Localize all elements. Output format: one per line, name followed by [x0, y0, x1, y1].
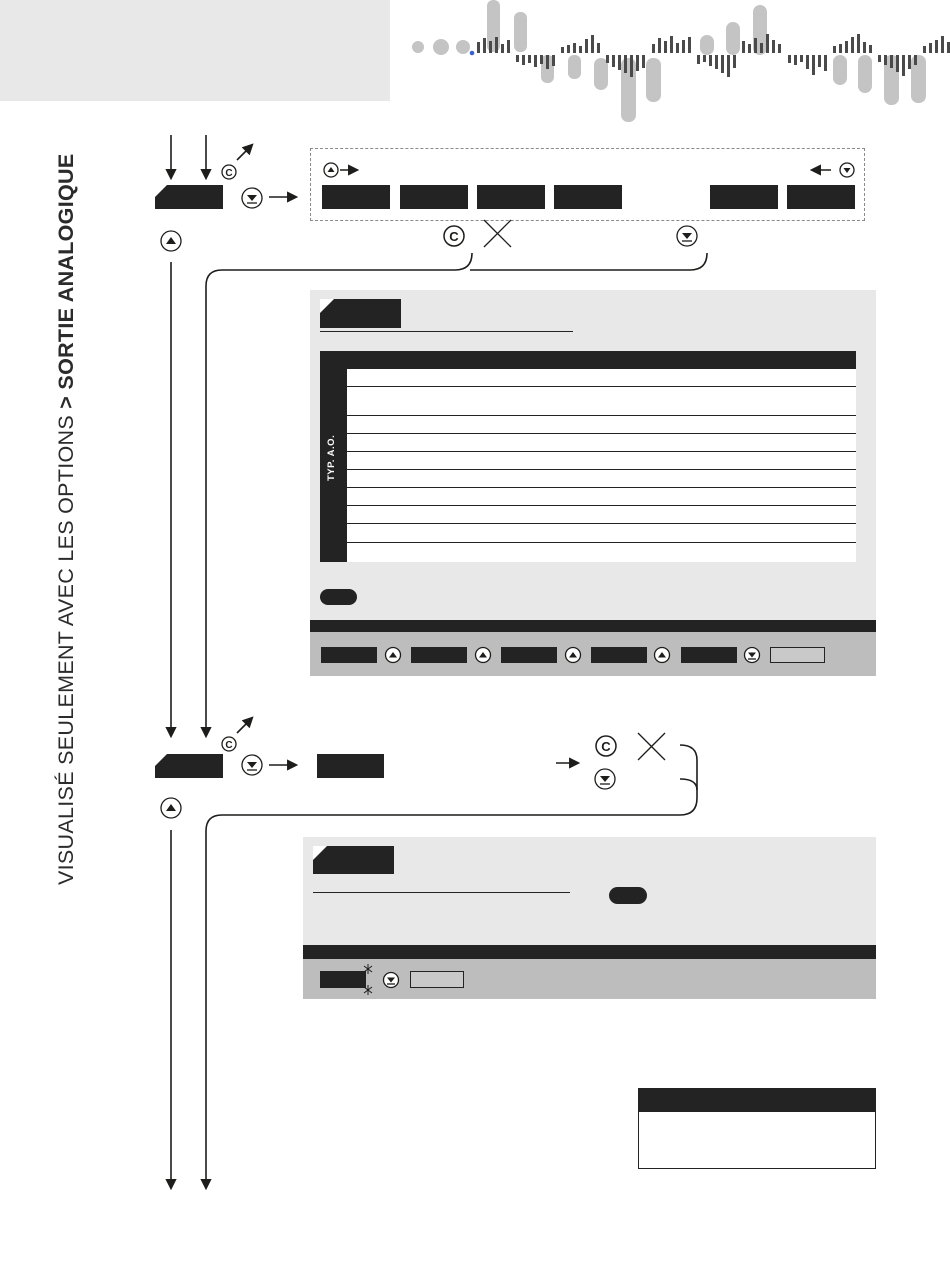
- c-circle-icon: [222, 165, 616, 756]
- x-cross-icon: [484, 220, 665, 760]
- side-title-light: VISUALISÉ SEULEMENT AVEC LES OPTIONS: [54, 414, 78, 885]
- return-path-1: [206, 253, 472, 736]
- up-triangle-circle-icon: [161, 163, 670, 818]
- return-path-1b: [470, 253, 707, 270]
- svg-text:C: C: [225, 740, 233, 751]
- down-triangle-circle-icon: [242, 163, 854, 988]
- escape-arrow-1: [237, 145, 252, 160]
- svg-text:C: C: [225, 168, 233, 179]
- return-path-2b: [680, 779, 697, 790]
- type-table-side-label: TYP. A.O.: [326, 434, 337, 481]
- escape-arrow-2: [237, 718, 252, 733]
- svg-text:C: C: [601, 739, 611, 754]
- blink-spark-icon: [364, 964, 372, 995]
- side-title-bold: > SORTIE ANALOGIQUE: [54, 153, 78, 409]
- return-path-2: [206, 745, 697, 1188]
- svg-text:C: C: [449, 229, 459, 244]
